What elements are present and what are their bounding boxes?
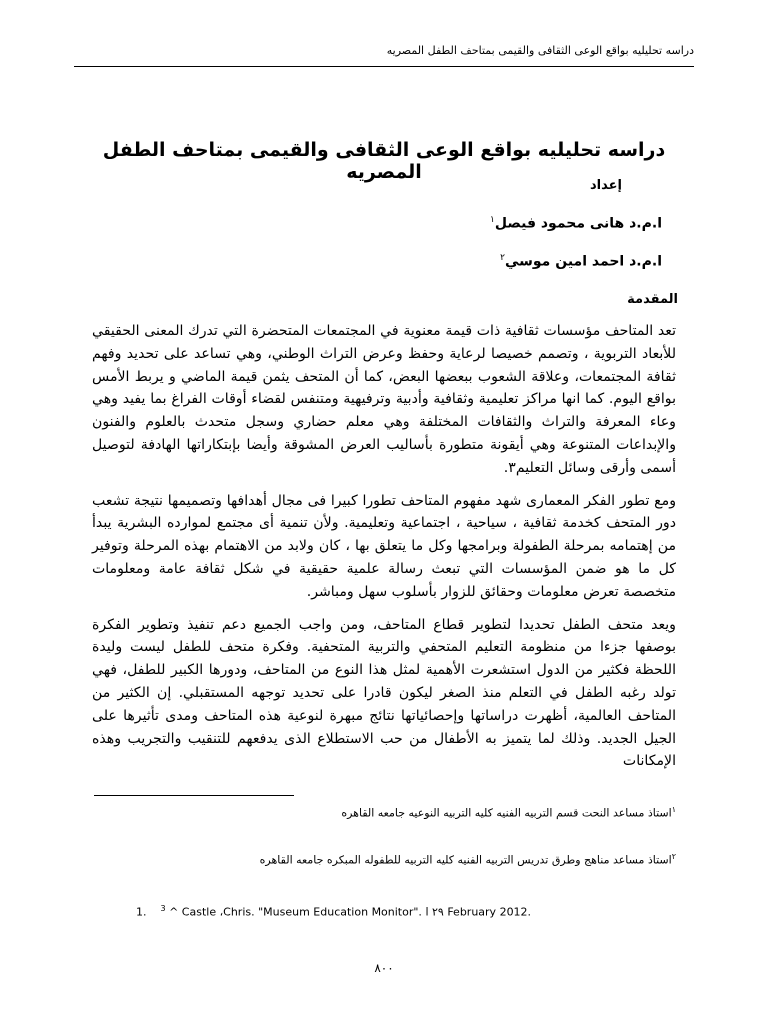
body-text <box>92 320 676 783</box>
footnote-1-marker: ١ <box>671 805 676 814</box>
reference-entry <box>136 904 531 919</box>
reference-marker: 3 <box>160 904 166 913</box>
footnote-2 <box>260 852 676 867</box>
header-divider <box>74 66 694 67</box>
author-2-name: ا.م.د احمد امين موسي <box>504 253 662 270</box>
author-2-footnote-marker: ٢ <box>500 253 505 263</box>
footnote-divider <box>94 795 294 796</box>
footnote-2-marker: ٢ <box>671 852 676 861</box>
reference-number: 1. <box>136 905 147 919</box>
prepared-by-label: إعداد <box>590 178 622 193</box>
paragraph-1: تعد المتاحف مؤسسات ثقافية ذات قيمة معنوية في المجتمعات المتحضرة التي تدرك المعنى الحقيقي للأبعاد التربوية ، وتصمم خصيصا لرعاية وحفظ وعرض التراث الوطني، وهي تساعد على تحديد وفهم ثقافة المجتمعات، وعلاقة الشعوب ببعضها البعض، كما أن المتحف يثمن قيمة الماضي و يربط الأمس بواقع اليوم. كما انها مراكز تعليمية وثقافية وأدبية وترفيهية ومتنفس لقضاء أوقات الفراغ بما يفيد وهي وعاء المعرفة والتراث والثقافات المختلفة وهي معلم حضاري وسجل متحدث بالعلوم والفنون والإبداعات المتنوعة وهي أيقونة متطورة بأساليب العرض المشوقة وأيضا بإبتكاراتها الهادفة لتوصيل أسمى وأرقى وسائل التعليم٣. <box>92 323 676 476</box>
running-header: دراسه تحليليه بواقع الوعى الثقافى والقيمى بمتاحف الطفل المصريه <box>386 44 694 57</box>
section-heading-introduction: المقدمة <box>627 292 678 307</box>
footnote-1 <box>341 805 676 820</box>
author-1 <box>490 215 662 232</box>
page-number: ٨٠٠ <box>374 961 394 975</box>
paragraph-3: ويعد متحف الطفل تحديدا لتطوير قطاع المتاحف، ومن واجب الجميع دعم تنفيذ وتطوير الفكرة بوصفها جزءا من منظومة التعليم المتحفي والتربية المتحفية. وفكرة متحف للطفل ليست وليدة اللحظة فكثير من الدول استشعرت الأهمية لمثل هذا النوع من المتاحف، ودورها الكبير للطفل، فهي تولد رغبه الطفل في التعلم منذ الصغر ليكون قادرا على تحديد توجهه المستقبلي. إن الكثير من المتاحف العالمية، أظهرت دراساتها وإحصائياتها نتائج مبهرة لنوعية هذه المتاحف ومدى تأثيرها على الجيل الجديد. وذلك لما يتميز به الأطفال من حب الاستطلاع الذى يدفعهم للتنقيب والتجريب وهذه الإمكانات <box>92 616 676 770</box>
footnote-1-text: استاذ مساعد النحت قسم التربيه الفنيه كليه التربيه النوعيه جامعه القاهره <box>341 806 672 820</box>
paper-title: دراسه تحليليه بواقع الوعى الثقافى والقيمى بمتاحف الطفل المصريه <box>102 139 666 183</box>
footnote-2-text: استاذ مساعد مناهج وطرق تدريس التربيه الفنيه كليه التربيه للطفوله المبكره جامعه القاهره <box>259 853 672 867</box>
reference-text: ^ Castle ،Chris. "Museum Education Monitor". ٢٩ ا February 2012. <box>169 905 532 919</box>
author-1-name: ا.م.د هانى محمود فيصل <box>494 215 662 232</box>
paragraph-2: ومع تطور الفكر المعمارى شهد مفهوم المتاحف تطورا كبيرا فى مجال أهدافها وتصميمها نتيجة تشعب دور المتحف كخدمة ثقافية ، سياحية ، اجتماعية وتعليمية. ولأن تنمية أى مجتمع لموارده البشرية يبدأ من إهتمامه بمرحلة الطفولة وبرامجها وكل ما يتعلق بها ، كان ولابد من الاهتمام بهذه المرحلة وتوفير كل ما هو ضمن المؤسسات التي تبعث رسالة علمية حقيقية في شكل ثقافة عامة ومعلومات متخصصة تعرض معلومات وحقائق للزوار بأسلوب سهل ومباشر. <box>92 492 676 600</box>
author-1-footnote-marker: ١ <box>489 215 495 225</box>
author-2 <box>500 253 662 270</box>
